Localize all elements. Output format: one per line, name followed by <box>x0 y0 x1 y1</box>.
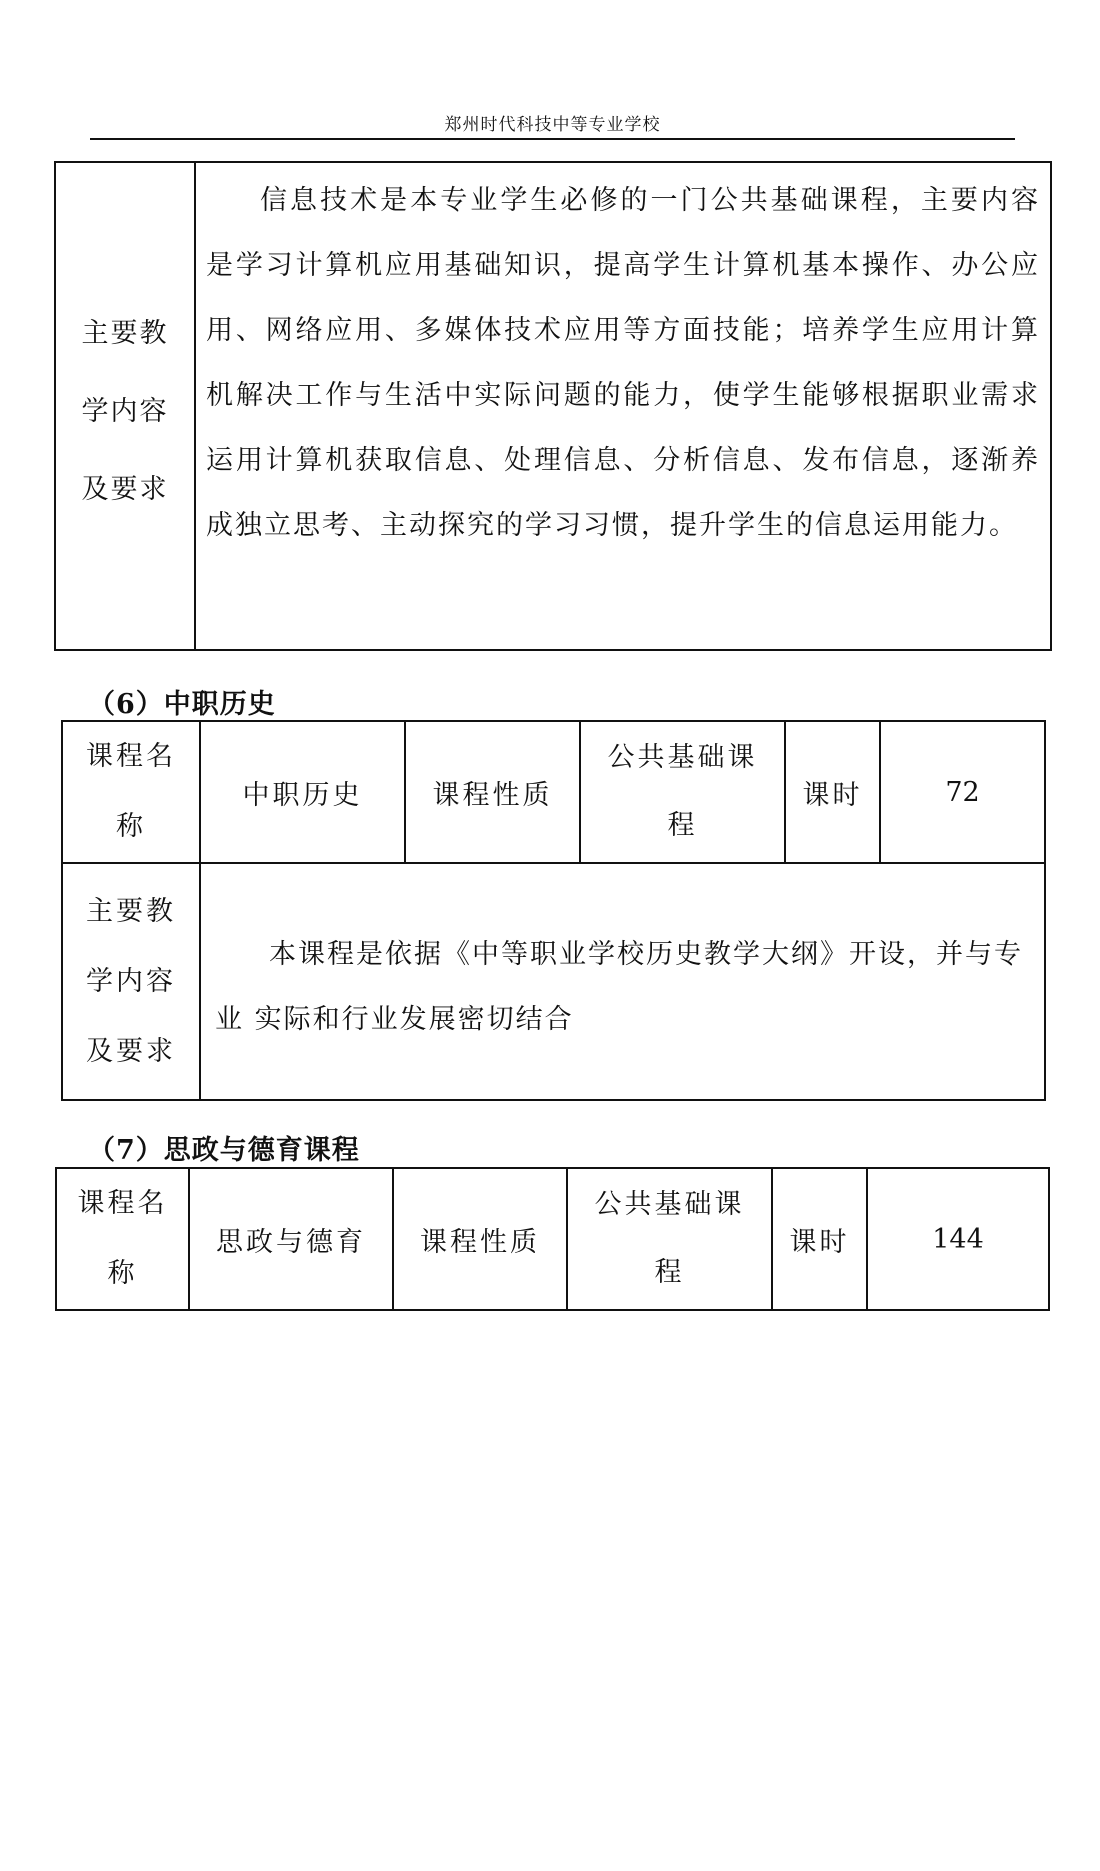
hours-label-cell <box>785 721 880 863</box>
history-description: 本课程是依据《中等职业学校历史教学大纲》开设，并与专业 实际和行业发展密切结合 <box>215 938 1023 1035</box>
info-tech-description: 信息技术是本专业学生必修的一门公共基础课程，主要内容是学习计算机应用基础知识，提高学生计算机基本操作、办公应用、网络应用、多媒体技术应用等方面技能；培养学生应用计算机解决工作与生活中实际问题的能力，使学生能够根据职业需求运用计算机获取信息、处理信息、分析信息、发布信息，逐渐养成独立思考、主动探究的学习习惯，提升学生的信息运用能力。 <box>206 185 1040 541</box>
course-hours: 72 <box>945 776 980 808</box>
content-cell <box>200 863 1045 1100</box>
course-name-label-cell <box>62 721 200 863</box>
school-header: 郑州时代科技中等专业学校 <box>444 115 661 135</box>
course-hours: 144 <box>932 1223 984 1255</box>
nature-label: 课程性质 <box>420 1226 540 1258</box>
nature-label: 课程性质 <box>432 779 553 811</box>
nature-label-cell <box>405 721 580 863</box>
content-label: 主要教学内容及要求 <box>81 318 169 505</box>
course-name-cell <box>200 721 405 863</box>
nature-cell <box>580 721 785 863</box>
hours-label: 课时 <box>802 779 863 811</box>
info-tech-content-table <box>54 161 1052 651</box>
course-nature: 公共基础课程 <box>594 1189 745 1288</box>
content-label-cell <box>55 162 195 650</box>
section-7-title: （7）思政与德育课程 <box>88 1135 360 1166</box>
history-course-table <box>61 720 1046 1101</box>
content-cell <box>195 162 1051 650</box>
hours-cell <box>867 1168 1049 1310</box>
course-name: 中职历史 <box>242 779 363 811</box>
course-name-label: 课程名称 <box>86 741 176 842</box>
course-name-label-cell <box>56 1168 189 1310</box>
hours-label: 课时 <box>789 1226 850 1258</box>
section-6-title: （6）中职历史 <box>88 689 276 720</box>
hours-label-cell <box>772 1168 867 1310</box>
nature-label-cell <box>393 1168 567 1310</box>
content-label: 主要教学内容及要求 <box>86 895 176 1067</box>
content-label-cell <box>62 863 200 1100</box>
course-name-label: 课程名称 <box>77 1188 168 1289</box>
course-name: 思政与德育 <box>216 1226 366 1258</box>
course-nature: 公共基础课程 <box>607 742 758 841</box>
nature-cell <box>567 1168 772 1310</box>
header-rule <box>90 138 1015 140</box>
ideology-course-table <box>55 1167 1050 1311</box>
hours-cell <box>880 721 1045 863</box>
course-name-cell <box>189 1168 393 1310</box>
